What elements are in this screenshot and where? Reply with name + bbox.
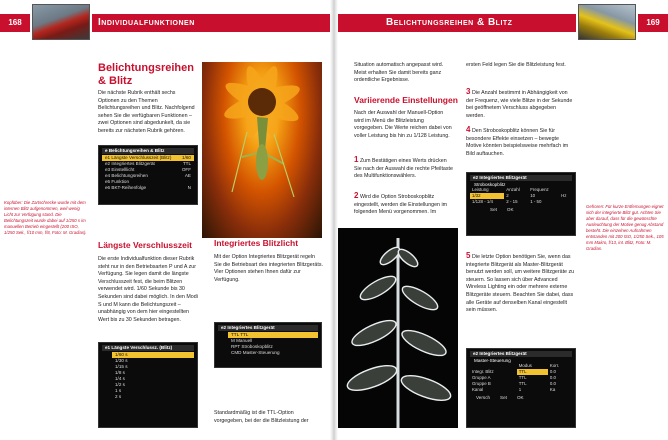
menu1-title: e Belichtungsreihen & Blitz	[102, 148, 194, 154]
menu2-row: 1/15 s	[115, 363, 128, 369]
menu3-row: RPT Stroboskopblitz	[231, 343, 273, 349]
menu2-row: 1/2 s	[115, 381, 125, 387]
menu4-range: 1 - 50	[530, 199, 542, 205]
menu5-versch-label: Versch	[476, 395, 491, 401]
menu5-table	[470, 363, 572, 393]
step-4	[466, 126, 576, 158]
menu-master-steuerung	[466, 348, 576, 428]
menu5-row-label: Integr. Blitz	[472, 369, 494, 375]
menu4-header: Frequenz	[530, 187, 549, 193]
right-col1-intro: Situation automatisch angepasst wird. Meist erhalten Sie damit bereits ganz ordentliche Ergebnisse.	[354, 62, 444, 84]
menu5-row-korr: 0.0	[549, 369, 556, 375]
section-laengste-verschlusszeit: Längste Verschlusszeit	[98, 240, 193, 250]
menu3-row: TTL TTL	[228, 332, 318, 338]
left-header-photo	[32, 4, 90, 40]
menu1-row: e1 Längste Verschlusszeit (Blitz) 1/60	[102, 155, 194, 161]
right-page-number: 169	[638, 14, 668, 32]
step-4-number: 4	[466, 125, 471, 134]
step-3-text: Die Anzahl bestimmt in Abhängigkeit von der Frequenz, wie viele Blitze in der Sekunde bei geöffnetem Verschluss abgegeben werden.	[466, 90, 573, 119]
section2-text-continued: Standardmäßig ist die TTL-Option vorgegeben, bei der die Blitzleistung der	[214, 410, 309, 424]
frozen-plant-illustration	[338, 228, 458, 428]
left-intro-text: Die nächste Rubrik enthält sechs Optionen zu den Themen Belichtungsreihen und Blitz. Nachfolgend sehen Sie die verfügbaren Funktionen – zwei Optionen sind abgedunkelt, da sie bereits zur nächsten Rubrik gehören.	[98, 90, 195, 134]
section-variierende-einstellungen: Variierende Einstellungen	[354, 95, 458, 105]
menu-belichtungsreihen	[98, 145, 198, 205]
menu5-footer	[470, 395, 572, 401]
step-4-text: Den Stroboskopblitz können Sie für besondere Effekte einsetzen – bewegte Motive könnten beispielsweise mehrfach im Bild auftauchen.	[466, 128, 569, 157]
step-5	[466, 252, 576, 315]
menu3-title: e2 Integriertes Blitzgerät	[218, 325, 318, 331]
menu4-subtitle: Stroboskopblitz	[474, 181, 506, 187]
caption-flower: Kopfüber: Die Zartschrecke wurde mit dem internen Blitz aufgenommen, weil wenig Licht zur Verfügung stand. Die Belichtungszeit wurde dabei auf 1/250 s im manuellen Betrieb eingestellt (200 ISO, 1/250 Sek., f/10 mm, f/8, Foto: M. Gradias).	[4, 200, 87, 235]
menu1-row: e6 BKT-Reihenfolge N	[105, 184, 191, 190]
menu1-row: e3 Einstelllicht OFF	[105, 166, 191, 172]
menu4-header: Leistung	[472, 187, 489, 193]
menu5-col-modus: Modus	[518, 363, 532, 369]
menu5-row-korr: 0.0	[549, 375, 556, 381]
menu2-title: e1 Längste Verschlussz. (Blitz)	[102, 345, 194, 351]
section1-text: Die erste Individualfunktion dieser Rubrik steht nur in den Betriebsarten P und A zur Verfügung. Sie legen damit die längste Verschlusszeit fest, die beim Blitzen verwendet wird. 1/60 Sekunde bis 30 Sekunden sind dabei möglich. In den Modi S und M kann die Belichtungszeit – unabhängig von dem hier eingestellten Wert bis zu 30 Sekunden betragen.	[98, 256, 198, 323]
section2-text: Mit der Option Integriertes Blitzgerät regeln Sie die Betriebsart des integrierten Blitzgeräts. Vier Optionen stehen Ihnen dafür zur Verfügung.	[214, 254, 323, 283]
menu-stroboskopblitz	[466, 172, 576, 236]
step-2	[354, 192, 454, 217]
step-5-number: 5	[466, 251, 471, 260]
menu4-footer	[470, 207, 572, 213]
menu4-unit: Hz	[561, 193, 567, 199]
step-2-number: 2	[354, 191, 359, 200]
menu2-row: 1/4 s	[115, 375, 125, 381]
step-3	[466, 88, 576, 120]
menu5-kanal-label: Kanal	[472, 387, 484, 393]
menu2-row: 1/60 s	[112, 352, 194, 358]
step-1-number: 1	[354, 155, 359, 164]
menu5-row-modus: TTL	[517, 369, 548, 375]
menu5-row-modus: TTL	[518, 375, 527, 381]
frozen-plant-photo	[338, 228, 458, 428]
menu1-row: e5 Funktion	[105, 178, 130, 184]
section3-text: Nach der Auswahl der Manuell-Option wird im Menü die Blitzleistung vorgegeben. Die Werte reichen dabei von voller Leistung bis hin zu 1/128 Leistung.	[354, 110, 452, 139]
menu5-row-label: Gruppe B	[472, 381, 491, 387]
flower-photo-illustration	[202, 62, 322, 238]
menu1-row: e4 Belichtungsreihen AE	[105, 172, 191, 178]
menu2-row: 1 s	[115, 387, 122, 393]
right-running-head: Belichtungsreihen & Blitz	[338, 14, 576, 32]
step-5-text: Die letzte Option benötigen Sie, wenn das integrierte Blitzgerät als Master-Blitzgerät benutzt werden soll, um weitere Blitzgeräte zu steuern. So lassen sich über Advanced Wireless Lighting ein oder mehrere externe Blitzgeräte steuern. Beachten Sie dabei, dass alle Geräte auf denselben Kanal eingestellt sein müssen.	[466, 254, 575, 314]
menu5-row-korr: 0.0	[549, 381, 556, 387]
menu4-header: Anzahl	[506, 187, 520, 193]
menu4-set-label: Set	[490, 207, 497, 213]
caption-plant: Gefroren: Für kurze Entfernungen eignet sich der integrierte Blitz gut. Achten Sie aber darauf, dass für die gewünschte Ausleuchtung der Motive genug Abstand besteht. Die einzelnen Aufnahmen entstanden mit 200 ISO, 1/250 Sek., 105 mm Makro, f/13, int. Blitz, Foto: M. Gradias.	[586, 204, 664, 251]
menu4-value: 1/32	[470, 193, 504, 199]
menu5-ok-label: OK	[516, 395, 524, 401]
left-page-header	[0, 0, 330, 44]
menu2-row: 2 s	[115, 393, 122, 399]
menu4-ok-label: OK	[506, 207, 514, 213]
menu5-row-modus: TTL	[518, 381, 527, 387]
left-running-head: Individualfunktionen	[92, 14, 330, 32]
right-page-header	[338, 0, 668, 44]
menu4-value: 2	[506, 193, 509, 199]
right-header-photo	[578, 4, 636, 40]
step-2-text: Wird die Option Stroboskopblitz eingestellt, werden die Einstellungen im folgenden Menü vorgenommen. Im	[354, 194, 448, 216]
step-1	[354, 156, 454, 181]
menu5-kanal-value: 1	[518, 387, 522, 393]
menu2-row: 1/30 s	[115, 357, 128, 363]
menu3-row: M Manuell	[231, 337, 253, 343]
menu5-col-korr: Korr.	[549, 363, 560, 369]
menu2-row: 1/8 s	[115, 369, 125, 375]
menu3-row: CMD Master-Steuerung	[231, 349, 280, 355]
menu5-subtitle: Master-Steuerung	[474, 357, 511, 363]
menu4-range: 2 - 15	[506, 199, 518, 205]
section-integriertes-blitzlicht: Integriertes Blitzlicht	[214, 238, 299, 248]
menu4-table	[470, 187, 572, 205]
page-gutter	[330, 0, 338, 440]
right-col2-intro: ersten Feld legen Sie die Blitzleistung fest.	[466, 62, 566, 68]
flower-grasshopper-photo	[202, 62, 322, 238]
left-page-title: Belichtungsreihen & Blitz	[98, 62, 194, 87]
menu-integriertes-blitzgeraet	[214, 322, 322, 368]
menu4-value: 10	[530, 193, 536, 199]
menu5-title: e2 Integriertes Blitzgerät	[470, 351, 572, 357]
menu5-kanal-unit: Ka	[549, 387, 556, 393]
left-page-number: 168	[0, 14, 30, 32]
menu5-set-label: Set	[500, 395, 507, 401]
menu4-title: e2 Integriertes Blitzgerät	[470, 175, 572, 181]
menu-laengste-verschlusszeit	[98, 342, 198, 428]
menu5-row-label: Gruppe A	[472, 375, 491, 381]
menu1-row: e2 Integriertes Blitzgerät TTL	[105, 160, 191, 166]
step-1-text: Zum Bestätigen eines Werts drücken Sie nach der Auswahl die rechte Pfeiltaste des Multifunktionswählers.	[354, 158, 453, 180]
step-3-number: 3	[466, 87, 471, 96]
menu4-range: 1/128 - 1/4	[472, 199, 493, 205]
